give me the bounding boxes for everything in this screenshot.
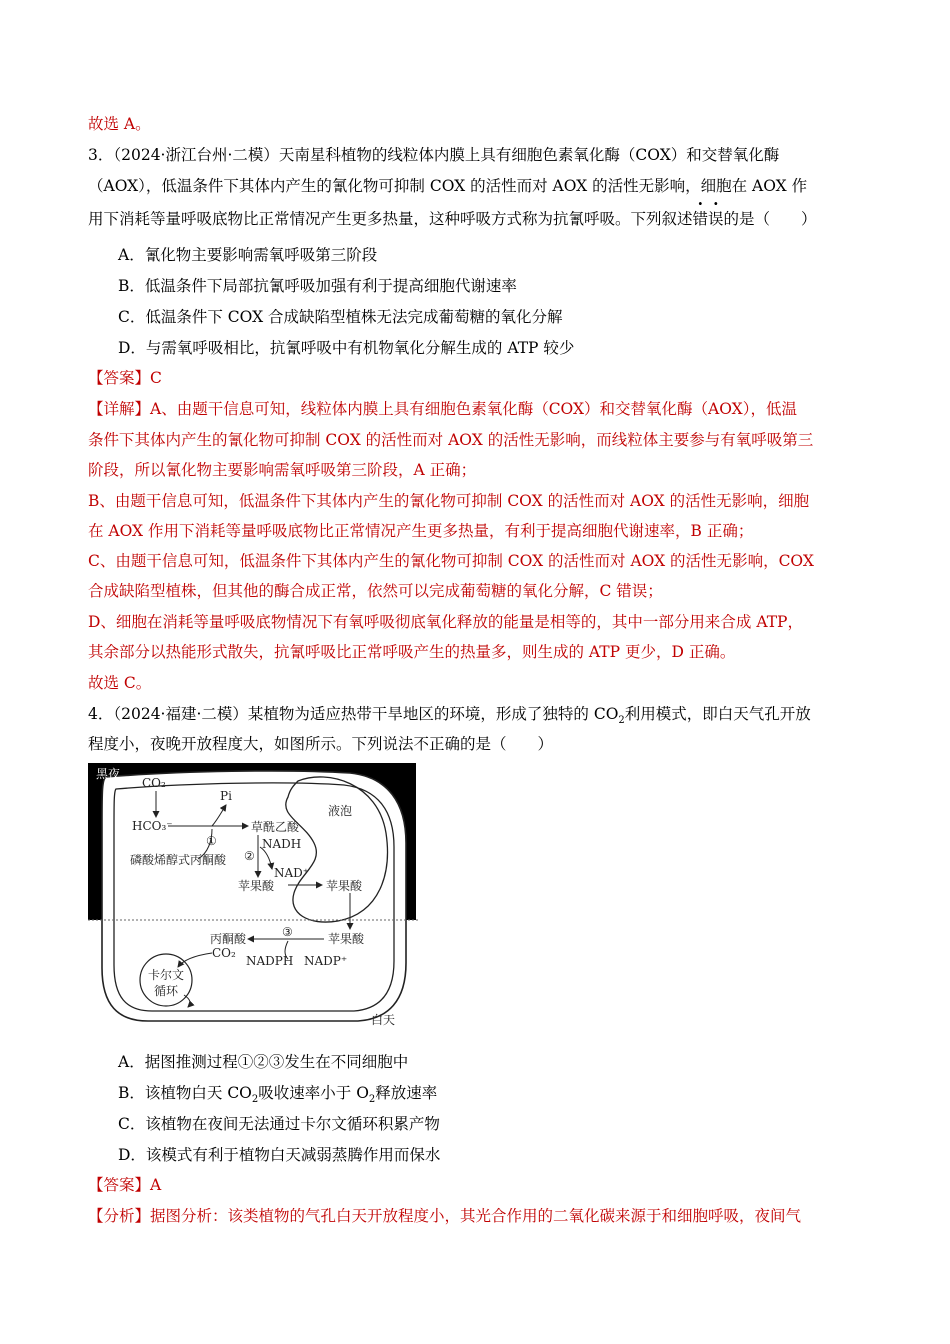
q4-option-d: D．该模式有利于植物白天减弱蒸腾作用而保水 bbox=[118, 1146, 441, 1164]
q3-stem-line2: （AOX），低温条件下其体内产生的氰化物可抑制 COX 的活性而对 AOX 的活性无影响，细胞在 AOX 作 bbox=[88, 177, 808, 195]
emphasis-char: 误 bbox=[708, 210, 724, 228]
q4-option-c: C．该植物在夜间无法通过卡尔文循环积累产物 bbox=[118, 1115, 440, 1133]
q3-detail-line: 合成缺陷型植株，但其他的酶合成正常，依然可以完成葡萄糖的氧化分解，C 错误； bbox=[88, 582, 663, 600]
q3-detail-line: 【详解】A、由题干信息可知，线粒体内膜上具有细胞色素氧化酶（COX）和交替氧化酶（AOX），低温 bbox=[88, 400, 797, 418]
subscript: 2 bbox=[251, 1094, 259, 1106]
q4-stem-line2: 程度小，夜晚开放程度大，如图所示。下列说法不正确的是（ ） bbox=[88, 735, 554, 753]
q3-conclusion: 故选 C。 bbox=[88, 674, 152, 692]
q3-stem-line3-text: 用下消耗等量呼吸底物比正常情况产生更多热量，这种呼吸方式称为抗氰呼吸。下列叙述 bbox=[88, 210, 693, 228]
q3-detail-line: 其余部分以热能形式散失，抗氰呼吸比正常呼吸产生的热量多，则生成的 ATP 更少，D 正确。 bbox=[88, 643, 736, 661]
q4-option-b-tail: 释放速率 bbox=[375, 1084, 438, 1102]
night-label: 黑夜 bbox=[96, 767, 121, 781]
day-label: 白天 bbox=[371, 1013, 396, 1027]
q3-stem-line1: 3．（2024·浙江台州·二模）天南星科植物的线粒体内膜上具有细胞色素氧化酶（COX）和交替氧化酶 bbox=[88, 146, 780, 164]
nadplus-label: NAD⁺ bbox=[274, 866, 310, 880]
q4-option-b bbox=[118, 1083, 437, 1110]
q4-stem-line1 bbox=[88, 704, 811, 731]
emphasis-char: 错 bbox=[692, 210, 709, 228]
subscript: 2 bbox=[618, 715, 625, 727]
pyruvate-label: 丙酮酸 bbox=[210, 932, 247, 946]
q3-option-b: B．低温条件下局部抗氰呼吸加强有利于提高细胞代谢速率 bbox=[118, 277, 517, 295]
q3-detail-line: 条件下其体内产生的氰化物可抑制 COX 的活性而对 AOX 的活性无影响，而线粒体主要参与有氧呼吸第三 bbox=[88, 431, 814, 449]
nadpplus-label: NADP⁺ bbox=[304, 954, 348, 968]
subscript: 2 bbox=[368, 1094, 376, 1106]
q3-stem-line3-tail: 的是（ ） bbox=[723, 210, 817, 228]
q3-detail-line: D、细胞在消耗等量呼吸底物情况下有氧呼吸彻底氧化释放的能量是相等的，其中一部分用来合成 ATP， bbox=[88, 613, 803, 631]
nadph-label: NADPH bbox=[246, 954, 294, 968]
co2-label: CO₂ bbox=[142, 776, 166, 790]
q3-option-a: A．氰化物主要影响需氧呼吸第三阶段 bbox=[118, 246, 378, 264]
q3-option-d: D．与需氧呼吸相比，抗氰呼吸中有机物氧化分解生成的 ATP 较少 bbox=[118, 339, 575, 357]
q4-answer: 【答案】A bbox=[88, 1176, 162, 1194]
step1-label: ① bbox=[206, 834, 217, 848]
q3-detail-line: 在 AOX 作用下消耗等量呼吸底物比正常情况产生更多热量，有利于提高细胞代谢速率，B 正确； bbox=[88, 522, 754, 540]
oxaloacetate-label: 草酰乙酸 bbox=[251, 820, 300, 834]
malate-label-right: 苹果酸 bbox=[326, 879, 363, 893]
q3-detail-line: C、由题干信息可知，低温条件下其体内产生的氰化物可抑制 COX 的活性而对 AOX 的活性无影响，COX bbox=[88, 552, 814, 570]
hco3-label: HCO₃⁻ bbox=[132, 819, 173, 833]
q3-answer: 【答案】C bbox=[88, 369, 162, 387]
q4-option-a: A．据图推测过程①②③发生在不同细胞中 bbox=[118, 1053, 409, 1071]
vacuole-label: 液泡 bbox=[328, 804, 353, 818]
pi-label: Pi bbox=[220, 789, 232, 803]
q4-analysis: 【分析】据图分析：该类植物的气孔白天开放程度小，其光合作用的二氧化碳来源于和细胞呼吸，夜间气 bbox=[88, 1207, 802, 1225]
q3-option-c: C．低温条件下 COX 合成缺陷型植株无法完成葡萄糖的氧化分解 bbox=[118, 308, 563, 326]
malate-label-left: 苹果酸 bbox=[238, 879, 275, 893]
co2-day-label: CO₂ bbox=[212, 946, 236, 960]
q3-detail-line: B、由题干信息可知，低温条件下其体内产生的氰化物可抑制 COX 的活性而对 AOX 的活性无影响，细胞 bbox=[88, 492, 810, 510]
pep-label: 磷酸烯醇式丙酮酸 bbox=[130, 853, 227, 867]
q3-stem-line3 bbox=[88, 209, 817, 229]
calvin-label-1: 卡尔文 bbox=[148, 968, 185, 982]
nadh-label: NADH bbox=[262, 837, 302, 851]
cam-pathway-diagram bbox=[88, 763, 418, 1033]
q4-option-b-text: B．该植物白天 CO bbox=[118, 1084, 252, 1102]
q4-option-b-mid: 吸收速率小于 O bbox=[258, 1084, 369, 1102]
q4-stem-line1-text: 4．（2024·福建·二模）某植物为适应热带干旱地区的环境，形成了独特的 CO bbox=[88, 705, 619, 723]
cell-wall-outer bbox=[102, 771, 406, 1021]
q3-detail-line: 阶段，所以氰化物主要影响需氧呼吸第三阶段，A 正确； bbox=[88, 461, 477, 479]
malate-label-day: 苹果酸 bbox=[328, 932, 365, 946]
q4-stem-line1-tail: 利用模式，即白天气孔开放 bbox=[624, 705, 811, 723]
step3-label: ③ bbox=[282, 925, 293, 939]
prev-conclusion: 故选 A。 bbox=[88, 115, 151, 133]
step2-label: ② bbox=[244, 849, 255, 863]
calvin-label-2: 循环 bbox=[154, 984, 179, 998]
